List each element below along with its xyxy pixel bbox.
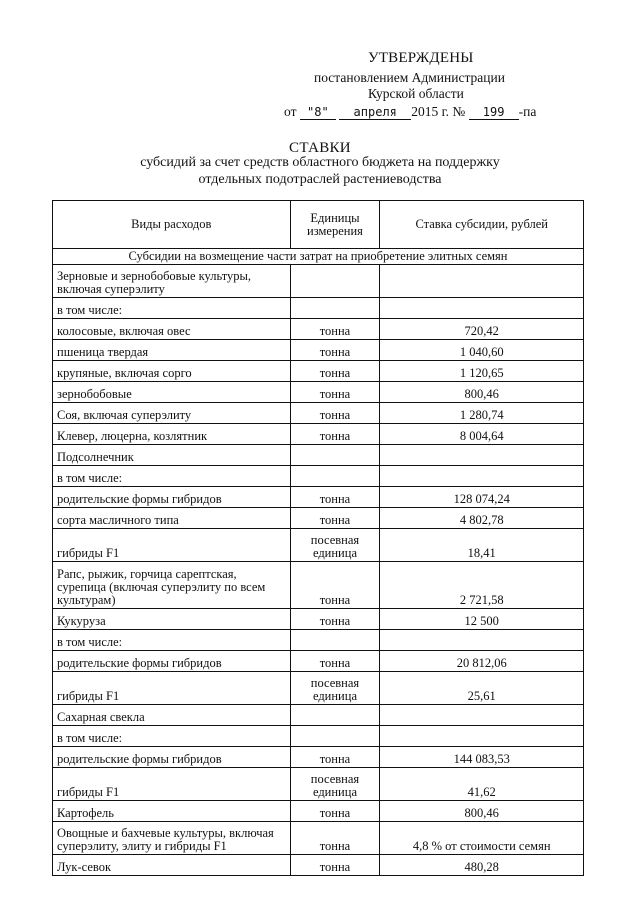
approval-line-resolution: постановлением Администрации	[314, 70, 505, 85]
row-name: крупяные, включая сорго	[53, 361, 291, 382]
row-unit: тонна	[290, 340, 380, 361]
table-row	[53, 361, 584, 382]
row-rate: 1 040,60	[380, 340, 584, 361]
row-rate: 1 280,74	[380, 403, 584, 424]
row-rate	[380, 265, 584, 298]
row-name: Зерновые и зернобобовые культуры, включая суперэлиту	[53, 265, 291, 298]
table-row	[53, 726, 584, 747]
row-rate	[380, 298, 584, 319]
row-unit: тонна	[290, 747, 380, 768]
approval-number: 199	[469, 106, 519, 120]
table-row	[53, 319, 584, 340]
row-rate: 18,41	[380, 529, 584, 562]
approval-line-region: Курской области	[368, 86, 464, 101]
row-unit: тонна	[290, 403, 380, 424]
table-row	[53, 529, 584, 562]
row-rate: 12 500	[380, 609, 584, 630]
table-row	[53, 672, 584, 705]
table-row	[53, 445, 584, 466]
approval-title: УТВЕРЖДЕНЫ	[368, 50, 474, 66]
row-name: Рапс, рыжик, горчица сарептская, сурепица (включая суперэлиту по всем культурам)	[53, 562, 291, 609]
approval-line-date	[284, 104, 536, 120]
table-row	[53, 424, 584, 445]
header-expense-type: Виды расходов	[53, 201, 291, 249]
row-name: гибриды F1	[53, 672, 291, 705]
row-unit	[290, 630, 380, 651]
row-rate: 4,8 % от стоимости семян	[380, 822, 584, 855]
approval-month: апреля	[339, 106, 411, 120]
table-row	[53, 487, 584, 508]
row-unit: посевная единица	[290, 768, 380, 801]
table-row	[53, 265, 584, 298]
row-name: в том числе:	[53, 630, 291, 651]
row-name: колосовые, включая овес	[53, 319, 291, 340]
row-name: Лук-севок	[53, 855, 291, 876]
row-rate	[380, 445, 584, 466]
row-unit: тонна	[290, 801, 380, 822]
row-name: в том числе:	[53, 726, 291, 747]
row-unit	[290, 298, 380, 319]
row-name: родительские формы гибридов	[53, 487, 291, 508]
table-row	[53, 508, 584, 529]
table-row	[53, 609, 584, 630]
row-name: сорта масличного типа	[53, 508, 291, 529]
table-row	[53, 298, 584, 319]
approval-prefix: от	[284, 104, 297, 119]
row-unit: тонна	[290, 319, 380, 340]
header-rate: Ставка субсидии, рублей	[380, 201, 584, 249]
row-unit	[290, 705, 380, 726]
row-name: гибриды F1	[53, 768, 291, 801]
table-row	[53, 466, 584, 487]
row-unit: посевная единица	[290, 672, 380, 705]
row-unit: посевная единица	[290, 529, 380, 562]
row-name: зернобобовые	[53, 382, 291, 403]
table-row	[53, 340, 584, 361]
row-unit: тонна	[290, 382, 380, 403]
row-unit: тонна	[290, 562, 380, 609]
table-row	[53, 768, 584, 801]
row-rate	[380, 726, 584, 747]
section-title: Субсидии на возмещение части затрат на приобретение элитных семян	[53, 249, 584, 265]
section-row	[53, 249, 584, 265]
table-row	[53, 651, 584, 672]
row-rate	[380, 466, 584, 487]
approval-day: "8"	[300, 106, 336, 120]
row-rate: 25,61	[380, 672, 584, 705]
row-unit: тонна	[290, 424, 380, 445]
row-name: пшеница твердая	[53, 340, 291, 361]
row-unit	[290, 265, 380, 298]
table-row	[53, 801, 584, 822]
row-rate: 41,62	[380, 768, 584, 801]
row-name: Соя, включая суперэлиту	[53, 403, 291, 424]
row-name: родительские формы гибридов	[53, 747, 291, 768]
row-name: в том числе:	[53, 466, 291, 487]
row-unit	[290, 726, 380, 747]
row-rate: 128 074,24	[380, 487, 584, 508]
row-rate: 480,28	[380, 855, 584, 876]
row-unit	[290, 445, 380, 466]
row-name: родительские формы гибридов	[53, 651, 291, 672]
approval-suffix: -па	[518, 104, 537, 119]
row-rate: 8 004,64	[380, 424, 584, 445]
row-rate: 800,46	[380, 801, 584, 822]
row-name: Овощные и бахчевые культуры, включая суперэлиту, элиту и гибриды F1	[53, 822, 291, 855]
table-row	[53, 705, 584, 726]
row-rate: 4 802,78	[380, 508, 584, 529]
row-name: Картофель	[53, 801, 291, 822]
row-name: гибриды F1	[53, 529, 291, 562]
table-row	[53, 562, 584, 609]
row-name: Кукуруза	[53, 609, 291, 630]
row-rate: 800,46	[380, 382, 584, 403]
table-row	[53, 630, 584, 651]
table-row	[53, 855, 584, 876]
row-unit: тонна	[290, 361, 380, 382]
subsidy-rates-table	[52, 200, 584, 876]
row-rate	[380, 705, 584, 726]
row-name: Клевер, люцерна, козлятник	[53, 424, 291, 445]
row-name: Сахарная свекла	[53, 705, 291, 726]
table-row	[53, 382, 584, 403]
row-name: в том числе:	[53, 298, 291, 319]
table-row	[53, 747, 584, 768]
row-unit: тонна	[290, 609, 380, 630]
row-rate: 720,42	[380, 319, 584, 340]
row-unit: тонна	[290, 822, 380, 855]
row-name: Подсолнечник	[53, 445, 291, 466]
table-header-row	[53, 201, 584, 249]
row-unit: тонна	[290, 508, 380, 529]
row-rate	[380, 630, 584, 651]
header-unit: Единицы измерения	[290, 201, 380, 249]
document-subtitle-line2: отдельных подотраслей растениеводства	[198, 172, 442, 187]
table-row	[53, 822, 584, 855]
approval-year: 2015 г. №	[411, 104, 466, 119]
row-rate: 144 083,53	[380, 747, 584, 768]
table-row	[53, 403, 584, 424]
row-unit: тонна	[290, 487, 380, 508]
row-unit: тонна	[290, 651, 380, 672]
row-unit	[290, 466, 380, 487]
row-rate: 2 721,58	[380, 562, 584, 609]
document-subtitle-line1: субсидий за счет средств областного бюджета на поддержку	[140, 155, 500, 170]
row-unit: тонна	[290, 855, 380, 876]
row-rate: 1 120,65	[380, 361, 584, 382]
document-title: СТАВКИ	[289, 140, 351, 156]
row-rate: 20 812,06	[380, 651, 584, 672]
